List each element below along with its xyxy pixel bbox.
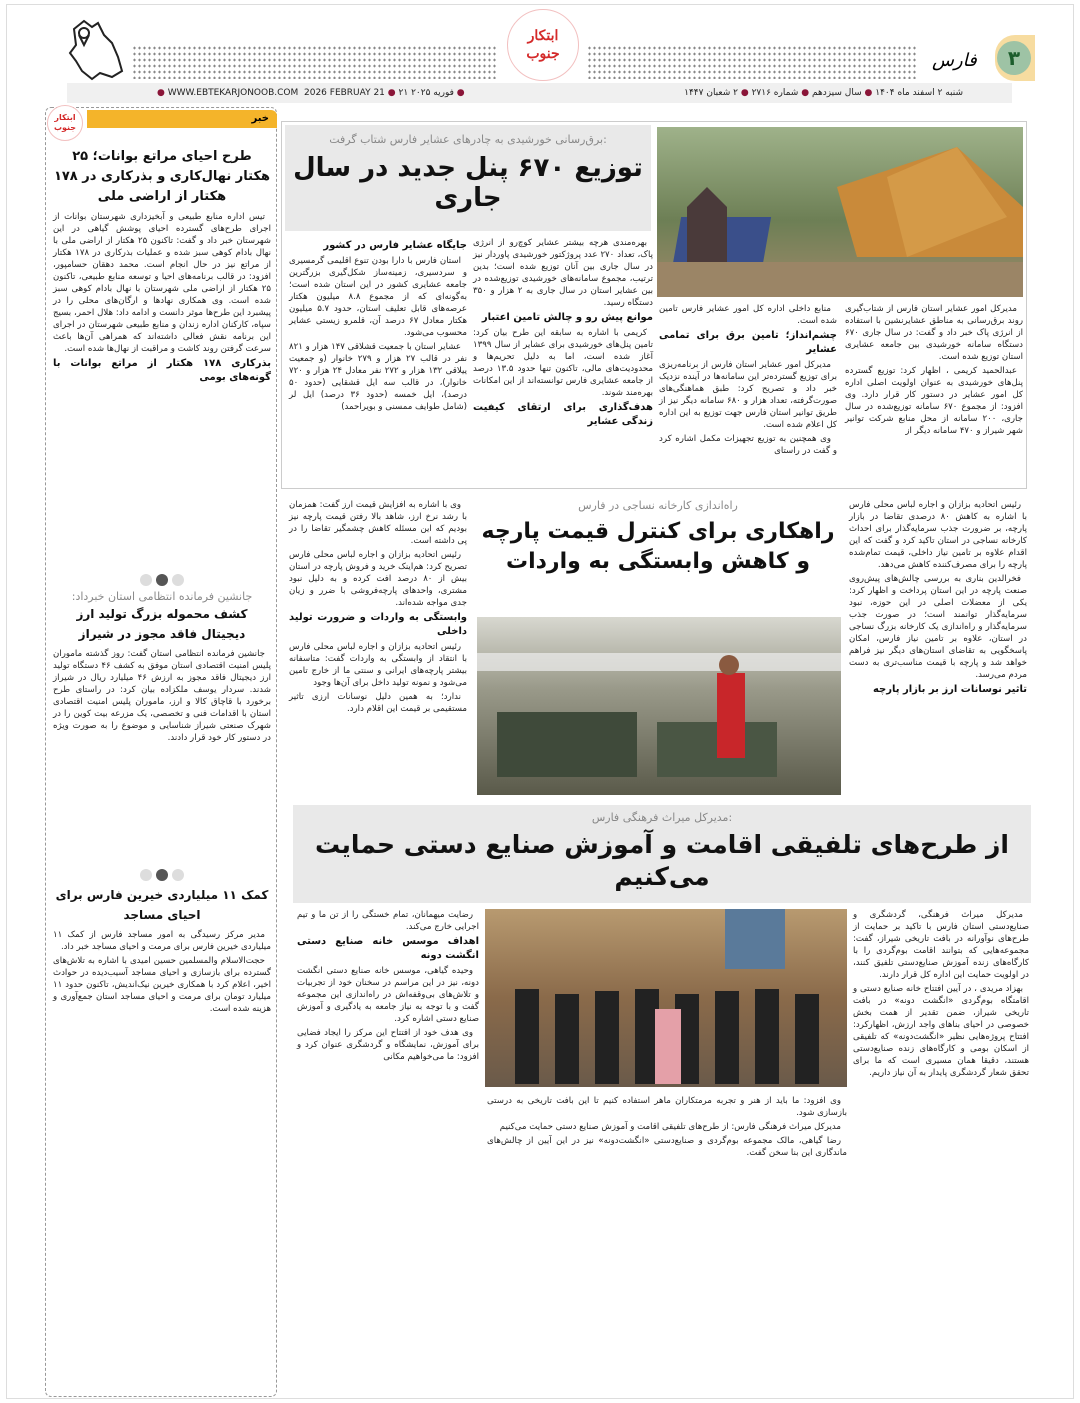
sidebar-logo: ابتکار جنوب xyxy=(47,105,83,141)
article-paragraph: مدیر مرکز رسیدگی به امور مساجد فارس از کمک ۱۱ میلیاردی خیرین فارس برای مرمت و احیای مساجد خبر داد. xyxy=(53,930,271,952)
textile-factory-photo xyxy=(477,617,841,795)
article-title: کمک ۱۱ میلیاردی خیرین فارس برای احیای مساجد xyxy=(55,888,269,922)
heritage-right-col xyxy=(853,909,1029,1081)
article-title: راهکاری برای کنترل قیمت پارچه و کاهش وابستگی به واردات xyxy=(481,519,835,574)
issue-info: شنبه ۲ اسفند ماه ۱۴۰۴ ● سال سیزدهم ● شماره ۲۷۱۶ ● ۲ شعبان ۱۴۴۷ xyxy=(684,88,963,98)
textile-headline xyxy=(473,499,843,577)
sidebar-article-3 xyxy=(53,865,271,1017)
article-paragraph: بهزاد مریدی ، در آیین افتتاح خانه صنایع دستی و اقامتگاه بوم‌گردی «انگشت دونه» در بافت تاریخی شیراز، ضمن تقدیر از همت بخش خصوصی در احیای بناهای واجد ارزش، اظهارکرد: افتتاح پروژه‌هایی نظیر «انگشت‌دونه» که تلفیقی از اسکان بومی و کارگاه‌های زنده صنایع‌دستی هستند، دقیقا همان مسیری است که ما برای تحقق شعار گردشگری پایدار به آن نیاز داریم. xyxy=(853,984,1029,1078)
article-paragraph: رضا گیاهی، مالک مجموعه بوم‌گردی و صنایع‌دستی «انگشت‌دونه» نیز در این آیین از چالش‌های ماندگاری این بنا سخن گفت. xyxy=(487,1136,847,1158)
article-subhead: اهداف موسس خانه صنایع دستی انگشت دونه xyxy=(297,936,479,961)
issue-info-en: ● WWW.EBTEKARJONOOB.COM 2026 FEBRUAY 21 ● ۲۱ فوریه ۲۰۲۵ ● xyxy=(157,88,465,98)
article-subhead: چشم‌انداز؛ تامین برق برای تمامی عشایر xyxy=(659,330,837,355)
solar-col-2 xyxy=(659,303,837,459)
article-paragraph: وی با اشاره به افزایش قیمت ارز گفت: همزمان با رشد نرخ ارز، شاهد بالا رفتن قیمت پارچه نیز بودیم که این مسئله کاهش چشمگیر تقاضا را در پی داشته است. xyxy=(289,500,467,546)
article-paragraph: مدیرکل میراث فرهنگی فارس: از طرح‌های تلفیقی اقامت و آموزش صنایع دستی حمایت می‌کنیم xyxy=(499,1122,841,1132)
article-title: طرح احیای مراتع بوانات؛ ۲۵ هکتار نهال‌کاری و بذرکاری در ۱۷۸ هکتار از اراضی ملی xyxy=(53,149,271,204)
textile-left-col xyxy=(289,499,467,717)
article-subhead: وابستگی به واردات و ضرورت تولید داخلی xyxy=(289,612,467,637)
solar-panel-photo xyxy=(657,127,1023,297)
article-paragraph: وی همچنین به توزیع تجهیزات مکمل اشاره کرد و گفت در راستای xyxy=(659,434,837,456)
article-paragraph: کریمی با اشاره به سابقه این طرح بیان کرد: تامین پنل‌های خورشیدی برای عشایر از سال ۱۳۹۹ آغاز شده است، اما به دلیل تحریم‌ها و محدودیت‌های مالی، تاکنون تنها حدود ۱۳.۵ درصد از جامعه عشایری فارس توانسته‌اند از این امکانات بهره‌مند شوند. xyxy=(473,328,653,398)
article-subhead: هدف‌گذاری برای ارتقای کیفیت زندگی عشایر xyxy=(473,402,653,427)
article-paragraph: رضایت میهمانان، تمام خستگی را از تن ما و تیم اجرایی خارج می‌کند. xyxy=(297,910,479,932)
header-dots xyxy=(587,45,917,79)
textile-right-col xyxy=(849,499,1027,699)
article-subhead: جایگاه عشایر فارس در کشور xyxy=(323,240,467,251)
solar-col-3 xyxy=(473,237,653,431)
page-number: ۳ xyxy=(997,41,1031,75)
heritage-mid-col xyxy=(487,1095,847,1161)
sidebar-article-1 xyxy=(53,147,271,387)
article-subhead: بذرکاری ۱۷۸ هکتار از مراتع بوانات با گونه‌های بومی xyxy=(53,358,271,383)
article-paragraph: مدیرکل امور عشایر استان فارس از برنامه‌ریزی برای توزیع گسترده‌تر این سامانه‌ها در آینده نزدیک خبر داد و تصریح کرد: طبق هماهنگی‌های صورت‌گرفته، تعداد هزار و ۶۸۰ سامانه دیگر نیز از طریق توانیر استان فارس جهت توزیع به این اداره کل اعلام شده است. xyxy=(659,360,837,430)
article-kicker: راه‌اندازی کارخانه نساجی در فارس xyxy=(578,499,738,512)
article-title: از طرح‌های تلفیقی اقامت و آموزش صنایع دستی حمایت می‌کنیم xyxy=(315,830,1009,891)
article-paragraph: عبدالحمید کریمی ، اظهار کرد: توزیع گسترده پنل‌های خورشیدی به عنوان اولویت اصلی اداره کل امور عشایر در دستور کار قرار دارد. وی افزود: از مجموع ۶۷۰ سامانه توزیع‌شده در سال جاری، ۲۰۰ سامانه از محل منابع شرکت توانیر شهر شیراز و ۴۷۰ سامانه دیگر از xyxy=(845,366,1023,436)
newspaper-page xyxy=(6,4,1074,1399)
masthead-logo: ابتکار جنوب xyxy=(507,9,579,81)
sidebar-article-2 xyxy=(53,570,271,746)
article-paragraph: رئیس اتحادیه بزازان و اجاره لباس محلی فارس با اشاره به کاهش ۸۰ درصدی تقاضا در بازار پارچه، بر ضرورت جذب سرمایه‌گذار برای احداث کارخانه نساجی در استان تاکید کرد و گفت که این اقدام علاوه بر تامین نیاز داخلی، قیمت تمام‌شده پارچه را برای مصرف‌کننده کاهش می‌دهد. xyxy=(849,500,1027,570)
fars-map-icon xyxy=(62,13,127,81)
solar-col-4 xyxy=(289,237,467,415)
article-paragraph: منابع داخلی اداره کل امور عشایر فارس تامین شده است. xyxy=(659,304,837,326)
article-paragraph: وی هدف خود از افتتاح این مرکز را ایجاد فضایی برای آموزش، نمایشگاه و گردشگری عنوان کرد و افزود: ما می‌خواهیم مکانی xyxy=(297,1028,479,1062)
article-title: کشف محموله بزرگ تولید ارز دیجیتال فاقد مجوز در شیراز xyxy=(76,607,248,641)
article-kicker: مدیرکل میراث فرهنگی فارس: xyxy=(591,811,733,824)
separator-dots xyxy=(53,869,271,881)
article-paragraph: عشایر استان با جمعیت قشلاقی ۱۴۷ هزار و ۸۲۱ نفر در قالب ۲۷ هزار و ۲۷۹ خانوار (و جمعیت ییلاقی ۱۳۲ هزار و ۲۷۲ نفر معادل ۲۴ هزار و ۷۲۰ خانوار)، در قالب سه ایل قشقایی (حدود ۵۰ درصد)، ایل خمسه (حدود ۳۶ درصد) ایل لر (شامل طوایف ممسنی و بویراحمد) xyxy=(289,342,467,412)
article-paragraph: وحیده گیاهی، موسس خانه صنایع دستی انگشت دونه، نیز در این مراسم در سخنان خود از تجربیات و تلاش‌های بی‌وقفه‌اش در راه‌اندازی این مجموعه گفت و با توجه به نیاز جامعه به یادگیری و آموزش صنایع دستی اشاره کرد. xyxy=(297,966,479,1024)
article-paragraph: حجت‌الاسلام والمسلمین حسین امیدی با اشاره به تلاش‌های گسترده برای بازسازی و احیای مساجد آسیب‌دیده در حوادث اخیر، اعلام کرد با همکاری خیرین نیک‌اندیش، تاکنون حدود ۱۱ میلیارد تومان برای مرمت و احیای مساجد استان جمع‌آوری و هزینه شده است. xyxy=(53,956,271,1014)
article-kicker: جانشین فرمانده انتظامی استان خبرداد: xyxy=(71,590,253,603)
article-paragraph: بهره‌مندی هرچه بیشتر عشایر کوچ‌رو از انرژی پاک، تعداد ۲۷۰ عدد پروژکتور خورشیدی پاوردار نیز در سال جاری بین آنان توزیع شده است؛ بدین ترتیب، مجموع سامانه‌های خورشیدی توزیع‌شده در بین عشایر استان در سال جاری به ۲ هزار و ۳۵۰ دستگاه رسید. xyxy=(473,238,654,308)
heritage-left-col xyxy=(297,909,479,1065)
heritage-group-photo xyxy=(485,909,847,1087)
article-paragraph: استان فارس با دارا بودن تنوع اقلیمی گرمسیری و سردسیری، زمینه‌ساز شکل‌گیری بزرگترین جامعه عشایری کشور در این استان شده است؛ به‌گونه‌ای که از مجموع ۸.۸ میلیون هکتار عرصه‌های قابل تعلیف استان، حدود ۵.۷ میلیون هکتار معادل ۶۷ درصد آن، قلمرو زیستی عشایر محسوب می‌شود. xyxy=(289,256,467,338)
article-paragraph: رئیس اتحادیه بزازان و اجاره لباس محلی فارس تصریح کرد: هم‌اینک خرید و فروش پارچه در استان بیش از ۸۰ درصد افت کرده و به دلیل نبود مشتری، واحدهای پارچه‌فروشی با ضرر و زیان جدی مواجه شده‌اند. xyxy=(288,550,467,608)
article-kicker: برق‌رسانی خورشیدی به چادرهای عشایر فارس شتاب گرفت: xyxy=(329,133,607,146)
article-paragraph: رئیس اتحادیه بزازان و اجاره لباس محلی فارس با انتقاد از وابستگی به واردات گفت: متاسفانه بیشتر پارچه‌های ایرانی و سنتی ما از خارج تامین می‌شود و نمونه تولید داخل برای آن‌ها وجود xyxy=(289,642,467,688)
article-paragraph: تیس اداره منابع طبیعی و آبخیزداری شهرستان بوانات از اجرای طرح‌های گسترده احیای پوشش گیاهی در این شهرستان خبر داد و گفت: تاکنون ۲۵ هکتار از اراضی ملی با نهال بادام کوهی سبز شده و عملیات بذرکاری در ۱۷۸ هکتار از مراتع نیز در حال انجام است. محمد دهقان حسامپور، افزود: در قالب برنامه‌های احیا و توسعه منابع طبیعی، تاکنون ۲۵ هکتار از اراضی ملی شهرستان با نهال بادام کوهی سبز شده است. وی همکاری نهادها و ارگان‌های محلی را در پیشبرد این طرح‌ها موثر دانست و ادامه داد: هلال احمر، بسیج سپاه، کارکنان اداره زندان و منابع طبیعی شهرستان در اجرای این برنامه نقش فعالی داشته‌اند که همراهی آن‌ها باعث سرعت گرفتن روند کاشت و مراقبت از نهال‌ها شده است. xyxy=(53,212,271,354)
article-title: توزیع ۶۷۰ پنل جدید در سال جاری xyxy=(293,153,643,213)
article-paragraph: مدیرکل امور عشایر استان فارس از شتاب‌گیری روند برق‌رسانی به مناطق عشایرنشین با استفاده از انرژی پاک خبر داد و گفت: در سال جاری ۶۷۰ دستگاه سامانه خورشیدی بین جامعه عشایری استان توزیع شده است. xyxy=(845,304,1023,362)
header-dots xyxy=(132,45,497,79)
article-paragraph: وی افزود: ما باید از هنر و تجربه مرمتکاران ماهر استفاده کنیم تا این بافت تاریخی به درستی بازسازی شود. xyxy=(487,1096,847,1118)
solar-headline-box xyxy=(285,125,651,231)
heritage-headline-box xyxy=(293,805,1031,903)
article-paragraph: جانشین فرمانده انتظامی استان گفت: روز گذشته ماموران پلیس امنیت اقتصادی استان موفق به کشف ۴۶ دستگاه تولید ارز دیجیتال فاقد مجوز به ارزش ۴۶ میلیارد ریال در شیراز شدند. سردار یوسف ملکزاده بیان کرد: در راستای طرح برخورد با قاچاق کالا و ارز، ماموران پلیس امنیت اقتصادی استان با اقدامات فنی و تخصصی، یک مزرعه بیت کوین را در شهرک صنعتی شیراز شناسایی و موضوع را به صورت ویژه در دستور کار خود قرار دادند. xyxy=(53,649,271,743)
article-subhead: موانع پیش رو و چالش تامین اعتبار xyxy=(481,312,653,323)
separator-dots xyxy=(53,574,271,586)
article-subhead: تاثیر نوسانات ارز بر بازار پارچه xyxy=(872,684,1027,695)
section-title: فارس xyxy=(932,50,977,71)
sidebar-label-bar: خبر xyxy=(87,110,277,128)
solar-col-1 xyxy=(845,303,1023,439)
article-paragraph: مدیرکل میراث فرهنگی، گردشگری و صنایع‌دستی استان فارس با تاکید بر حمایت از طرح‌های نوآورانه در بافت تاریخی شیراز، گفت: مجموعه‌هایی که بتوانند اقامت بوم‌گردی را با کارگاه‌های زنده آموزش صنایع‌دستی تلفیق کنند، در اولویت حمایت این اداره کل قرار دارند. xyxy=(853,910,1029,980)
article-paragraph: فخرالدین بناری به بررسی چالش‌های پیش‌روی صنعت پارچه در این استان پرداخت و اظهار کرد: یکی از معضلات اصلی در این حوزه، نبود سرمایه‌گذار توانمند است؛ در صورت جذب سرمایه‌گذار و راه‌اندازی یک کارخانه بزرگ نساجی در استان، علاوه بر تامین نیاز فارس، امکان پاسخگویی به تقاضای استان‌های دیگر نیز فراهم خواهد شد و پارچه با قیمت مناسب‌تری به دست مردم می‌رسد. xyxy=(849,574,1027,680)
article-paragraph: ندارد؛ به همین دلیل نوسانات ارزی تاثیر مستقیمی بر قیمت این اقلام دارد. xyxy=(289,692,467,714)
